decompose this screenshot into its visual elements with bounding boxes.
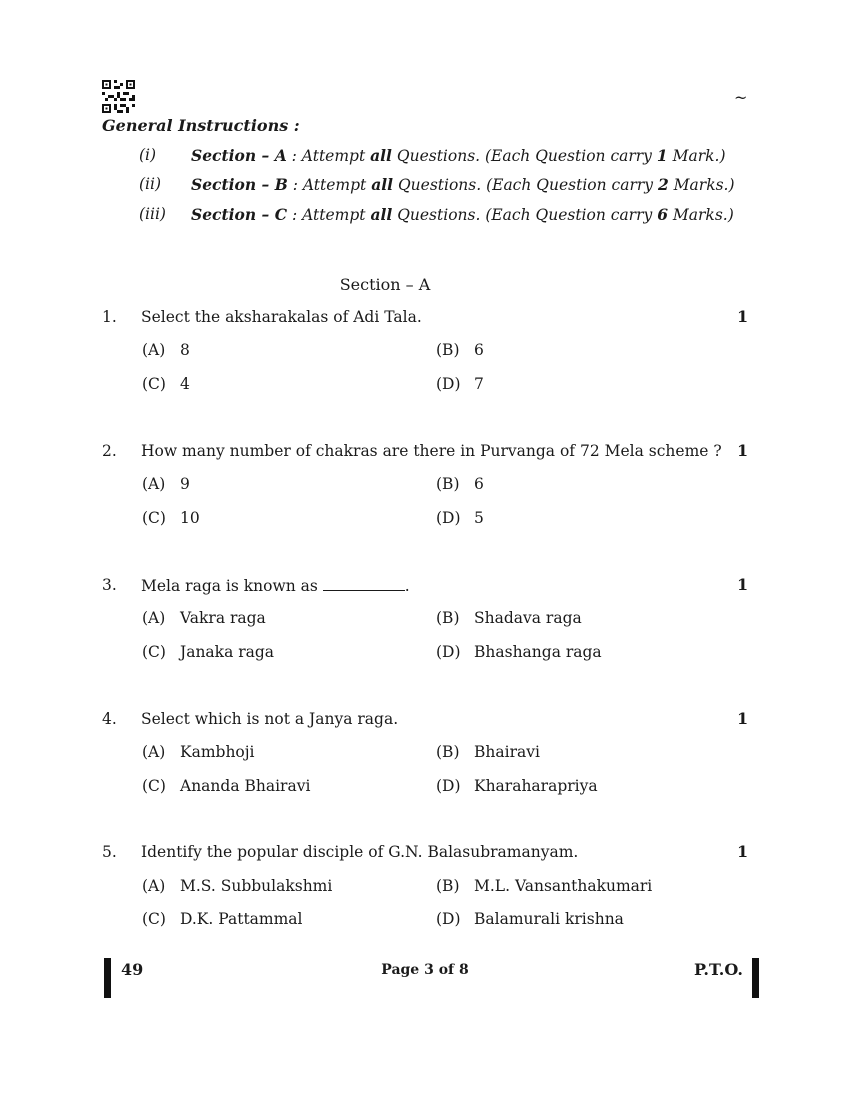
option-label: (B) [436, 475, 460, 493]
option-item [436, 341, 686, 363]
instruction-text [191, 146, 726, 165]
option-label: (B) [436, 609, 460, 627]
option-label: (B) [436, 877, 460, 895]
instruction-part: : Attempt [287, 176, 372, 194]
instruction-part: Questions. (Each Question carry [393, 176, 658, 194]
instruction-part: Marks.) [668, 176, 735, 194]
option-value: D.K. Pattammal [180, 910, 303, 928]
question-text-end: . [404, 577, 410, 595]
instruction-number: (ii) [139, 175, 162, 193]
question-text: Select the aksharakalas of Adi Tala. [141, 308, 422, 326]
option-value: Balamurali krishna [474, 910, 624, 928]
general-instructions-heading: General Instructions : [102, 116, 300, 135]
option-item [142, 475, 392, 497]
question-mark: 1 [737, 842, 749, 861]
option-label: (D) [436, 777, 461, 795]
option-label: (D) [436, 910, 461, 928]
option-item [142, 643, 392, 665]
option-item [436, 375, 686, 397]
question-number: 2. [102, 442, 117, 460]
option-item [142, 509, 392, 531]
question-number: 4. [102, 710, 117, 728]
instruction-number: (iii) [139, 205, 166, 223]
option-value: 6 [474, 475, 484, 493]
option-value: Janaka raga [180, 643, 275, 661]
option-label: (B) [436, 341, 460, 359]
page-number: Page 3 of 8 [381, 962, 469, 978]
option-label: (B) [436, 743, 460, 761]
instruction-marks: 1 [656, 146, 668, 165]
option-value: Kharaharapriya [474, 777, 598, 795]
question-mark: 1 [737, 307, 749, 326]
section-title: Section – A [339, 275, 431, 294]
instruction-bold: all [371, 175, 394, 194]
option-item [436, 643, 686, 665]
option-value: 9 [180, 475, 190, 493]
instruction-number: (i) [139, 146, 157, 164]
instruction-item [139, 175, 739, 197]
option-label: (A) [142, 475, 166, 493]
question-text: Mela raga is known as [141, 577, 318, 595]
instruction-text [191, 175, 735, 194]
option-item [436, 609, 686, 631]
instruction-section: Section – C [191, 205, 288, 224]
option-item [436, 777, 686, 799]
option-value: M.L. Vansanthakumari [474, 877, 653, 895]
option-value: Shadava raga [474, 609, 582, 627]
option-label: (D) [436, 643, 461, 661]
instruction-section: Section – A [191, 146, 287, 165]
option-value: 4 [180, 375, 190, 393]
instruction-part: : Attempt [287, 206, 371, 224]
option-value: 10 [180, 509, 200, 527]
option-value: Bhashanga raga [474, 643, 602, 661]
option-label: (D) [436, 509, 461, 527]
option-item [436, 509, 686, 531]
question-number: 3. [102, 576, 117, 594]
option-item [142, 609, 392, 631]
instruction-part: : Attempt [286, 147, 371, 165]
header-tilde: ~ [734, 88, 748, 107]
option-item [142, 777, 392, 799]
instruction-item [139, 146, 739, 168]
option-label: (A) [142, 609, 166, 627]
instruction-part: Marks.) [667, 206, 734, 224]
instruction-bold: all [370, 146, 392, 165]
option-label: (C) [142, 777, 166, 795]
question-mark: 1 [737, 575, 749, 594]
question-text: Identify the popular disciple of G.N. Balasubramanyam. [141, 843, 579, 861]
option-item [436, 910, 686, 932]
instruction-marks: 6 [657, 205, 668, 224]
option-label: (C) [142, 375, 166, 393]
qr-code-icon [102, 80, 135, 113]
pto-label: P.T.O. [694, 960, 743, 979]
option-value: 6 [474, 341, 484, 359]
option-value: 8 [180, 341, 190, 359]
option-value: M.S. Subbulakshmi [180, 877, 333, 895]
footer-right-bar [752, 958, 759, 998]
option-label: (D) [436, 375, 461, 393]
paper-code: 49 [121, 960, 144, 979]
option-label: (A) [142, 877, 166, 895]
instruction-part: Mark.) [667, 147, 726, 165]
instruction-text [191, 205, 734, 224]
option-value: 5 [474, 509, 484, 527]
option-value: Ananda Bhairavi [180, 777, 311, 795]
option-item [436, 743, 686, 765]
option-label: (A) [142, 743, 166, 761]
option-item [142, 375, 392, 397]
option-label: (A) [142, 341, 166, 359]
instruction-bold: all [370, 205, 393, 224]
instruction-part: Questions. (Each Question carry [392, 206, 658, 224]
instruction-item [139, 205, 739, 227]
option-item [436, 877, 696, 899]
instruction-part: Questions. (Each Question carry [391, 147, 657, 165]
question-mark: 1 [737, 709, 749, 728]
answer-blank [323, 576, 405, 591]
instruction-marks: 2 [657, 175, 669, 194]
question-number: 1. [102, 308, 117, 326]
option-value: 7 [474, 375, 484, 393]
option-value: Bhairavi [474, 743, 540, 761]
option-value: Vakra raga [180, 609, 266, 627]
option-label: (C) [142, 643, 166, 661]
question-text-container [141, 576, 410, 595]
question-mark: 1 [737, 441, 749, 460]
option-label: (C) [142, 509, 166, 527]
option-label: (C) [142, 910, 166, 928]
option-item [142, 743, 392, 765]
option-item [436, 475, 686, 497]
option-value: Kambhoji [180, 743, 255, 761]
option-item [142, 877, 392, 899]
option-item [142, 341, 392, 363]
instruction-section: Section – B [191, 175, 288, 194]
option-item [142, 910, 392, 932]
question-number: 5. [102, 843, 117, 861]
question-text: How many number of chakras are there in Purvanga of 72 Mela scheme ? [141, 442, 722, 460]
question-text: Select which is not a Janya raga. [141, 710, 399, 728]
